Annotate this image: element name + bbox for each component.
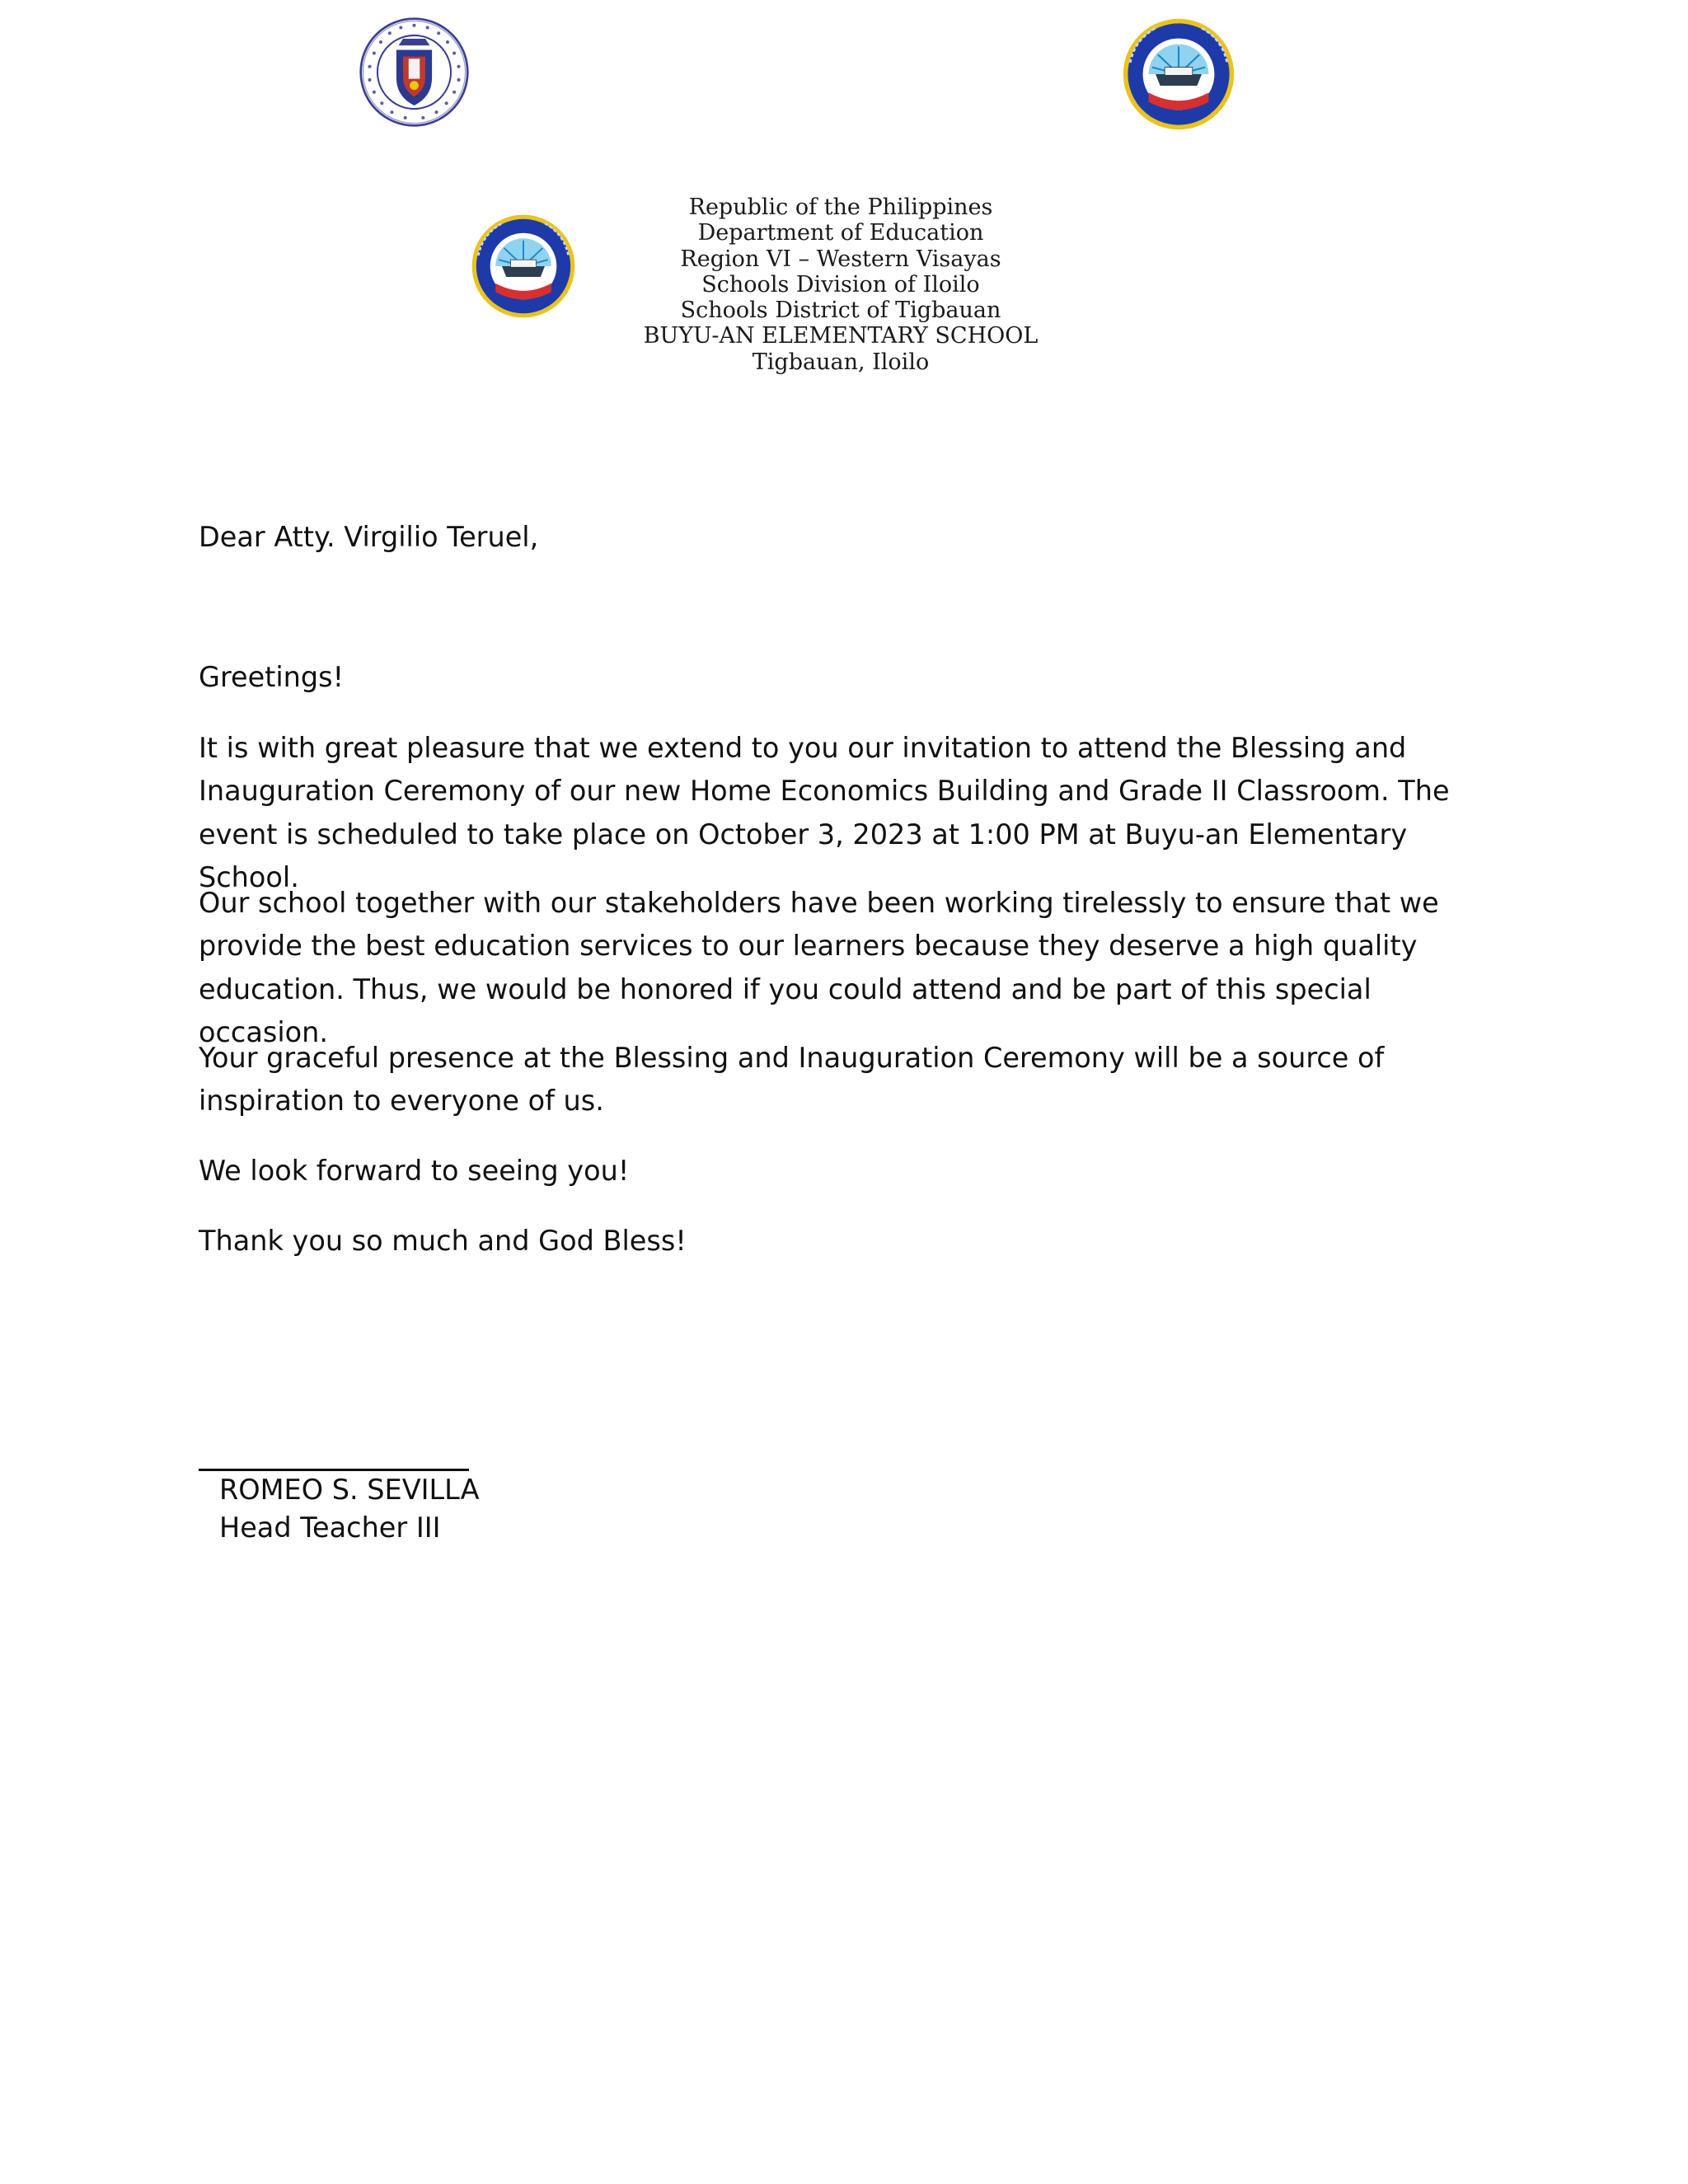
letterhead xyxy=(544,194,1137,375)
presence-paragraph: Your graceful presence at the Blessing and Inauguration Ceremony will be a source of inspiration to everyone of us. xyxy=(199,1042,1385,1118)
letterhead-department: Department of Education xyxy=(697,220,984,246)
school-seal-icon xyxy=(1121,16,1236,132)
letterhead-region: Region VI – Western Visayas xyxy=(680,246,1001,272)
closing-line: We look forward to seeing you! xyxy=(199,1155,630,1187)
signatory-name: ROMEO S. SEVILLA xyxy=(219,1474,480,1506)
salutation: Dear Atty. Virgilio Teruel, xyxy=(199,521,539,553)
letterhead-division: Schools Division of Iloilo xyxy=(701,271,980,298)
purpose-paragraph: Our school together with our stakeholders have been working tirelessly to ensure that we provide the best education services to our learners because they deserve a high quality education. Thus, we would be honored if you could attend and be part of this special occasion. xyxy=(199,887,1439,1048)
thanks-line: Thank you so much and God Bless! xyxy=(199,1225,687,1257)
greeting: Greetings! xyxy=(199,661,345,693)
letterhead-country: Republic of the Philippines xyxy=(688,194,993,220)
letterhead-district: Schools District of Tigbauan xyxy=(680,298,1001,324)
letterhead-school-name: BUYU-AN ELEMENTARY SCHOOL xyxy=(643,323,1039,349)
signature-line xyxy=(199,1469,469,1471)
deped-seal-icon xyxy=(359,16,470,128)
invitation-paragraph: It is with great pleasure that we extend to you our invitation to attend the Blessing and Inauguration Ceremony of our new Home Economics Building and Grade II Classroom. The event is scheduled to take place on October 3, 2023 at 1:00 PM at Buyu-an Elementary School. xyxy=(199,732,1450,893)
signatory-title: Head Teacher III xyxy=(219,1511,441,1544)
letterhead-address: Tigbauan, Iloilo xyxy=(752,349,930,375)
